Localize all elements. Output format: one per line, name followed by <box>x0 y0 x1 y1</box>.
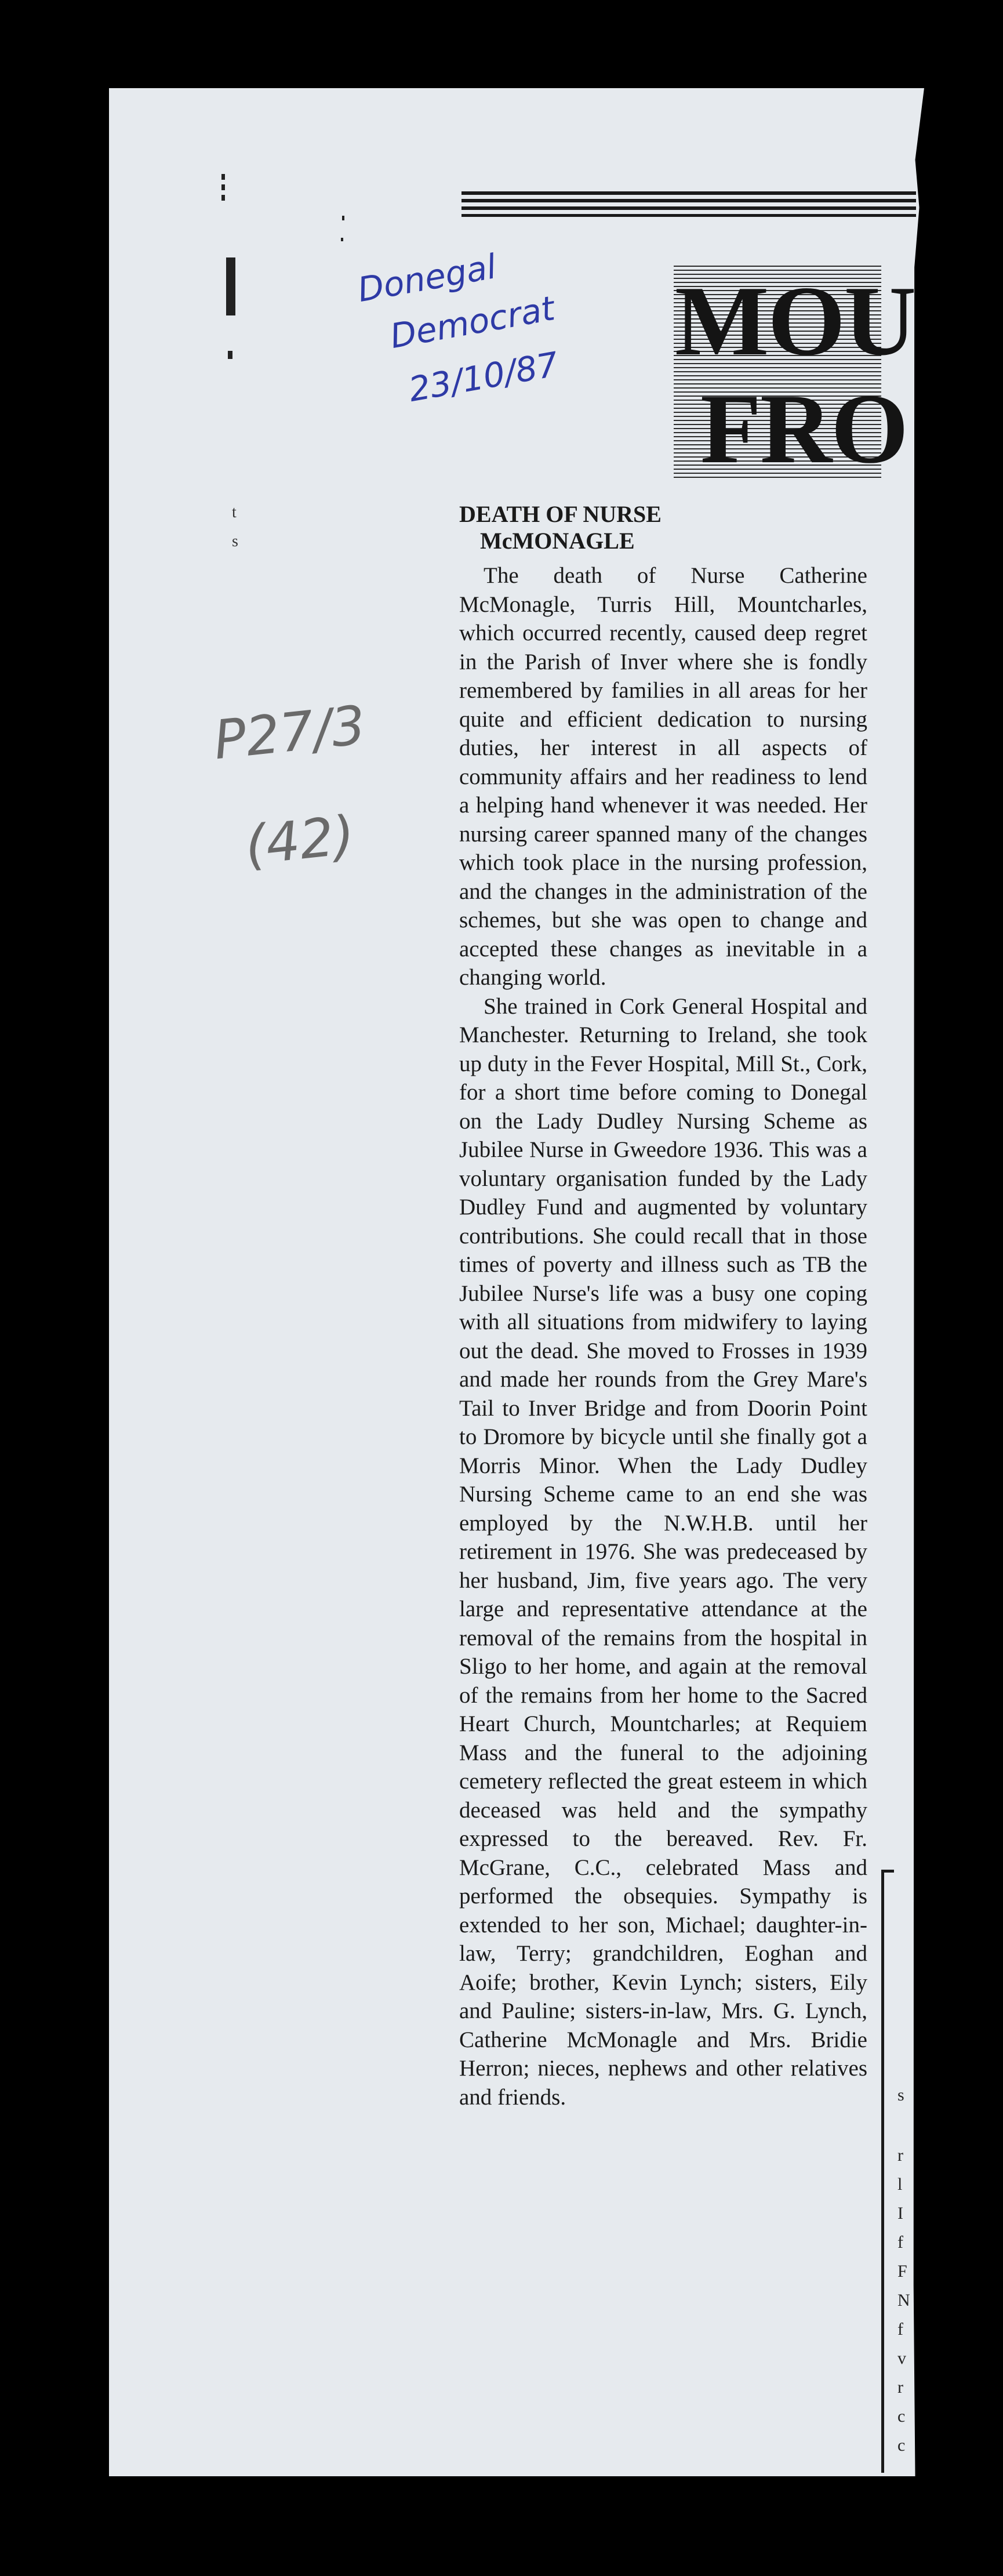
right-column-fragment: s <box>897 2085 904 2105</box>
article-title-line-1: DEATH OF NURSE <box>459 501 662 527</box>
headline-line-1: MOU <box>675 266 915 376</box>
article-paragraph: The death of Nurse Catherine McMonagle, Turris Hill, Mountcharles, which occurred recently, caused deep regret in the Parish of Inver where she is fondly remembered by families in all areas for her quite and efficient dedication to nursing duties, her interest in all aspects of community affairs and her readiness to lend a helping hand whenever it was needed. Her nursing career spanned many of the changes which took place in the nursing profession, and the changes in the administration of the schemes, but she was open to change and accepted these changes as inevitable in a changing world. <box>459 563 867 990</box>
right-column-fragment: v <box>897 2349 906 2368</box>
left-margin-fragment: t <box>232 503 237 521</box>
handwritten-date: 23/10/87 <box>405 344 562 409</box>
obituary-article <box>459 501 867 2111</box>
right-column-fragment: c <box>897 2407 906 2426</box>
headline-line-2: FRO <box>700 374 908 484</box>
handwritten-reference: P27/3 <box>210 694 369 772</box>
right-column-fragment: c <box>897 2436 906 2455</box>
article-title-line-2: McMONAGLE <box>480 528 635 554</box>
right-column-fragment: r <box>897 2378 903 2397</box>
right-column-fragment: I <box>897 2204 903 2223</box>
right-column-fragment: f <box>897 2320 903 2339</box>
handwritten-source-name: Donegal <box>354 246 500 310</box>
article-paragraph: She trained in Cork General Hospital and Manchester. Returning to Ireland, she took up duty in the Fever Hospital, Mill St., Cork, for a short time before coming to Donegal on the Lady Dudley Nursing Scheme as Jubilee Nurse in Gweedore 1936. This was a voluntary organisation funded by the Lady Dudley Fund and augmented by voluntary contributions. She could recall that in those times of poverty and illness such as TB the Jubilee Nurse's life was a busy one coping with all situations from midwifery to laying out the dead. She moved to Frosses in 1939 and made her rounds from the Grey Mare's Tail to Inver Bridge and from Doorin Point to Dromore by bicycle until she finally got a Morris Minor. When the Lady Dudley Nursing Scheme came to an end she was employed by the N.W.H.B. until her retirement in 1976. She was predeceased by her husband, Jim, five years ago. The very large and representative attendance at the removal of the remains from the hospital in Sligo to her home, and again at the removal of the remains from her home to the Sacred Heart Church, Mountcharles; at Requiem Mass and the funeral to the adjoining cemetery reflected the great esteem in which deceased was held and the sympathy expressed to the bereaved. Rev. Fr. McGrane, C.C., celebrated Mass and performed the obsequies. Sympathy is extended to her son, Michael; daughter-in-law, Terry; grandchildren, Eoghan and Aoife; brother, Kevin Lynch; sisters, Eily and Pauline; sisters-in-law, Mrs. G. Lynch, Catherine McMonagle and Mrs. Bridie Herron; nieces, nephews and other relatives and friends. <box>459 993 867 2110</box>
left-margin-fragment: s <box>232 532 238 550</box>
right-column-fragment: F <box>897 2262 907 2281</box>
right-column-fragment: N <box>897 2291 910 2310</box>
right-column-fragment: r <box>897 2146 903 2165</box>
handwritten-source-name-2: Democrat <box>387 288 558 356</box>
article-title <box>459 501 867 554</box>
truncated-headline <box>674 266 915 484</box>
right-column-fragment: f <box>897 2233 903 2252</box>
handwritten-reference-number: (42) <box>242 804 358 877</box>
right-column-fragment: l <box>897 2175 903 2194</box>
